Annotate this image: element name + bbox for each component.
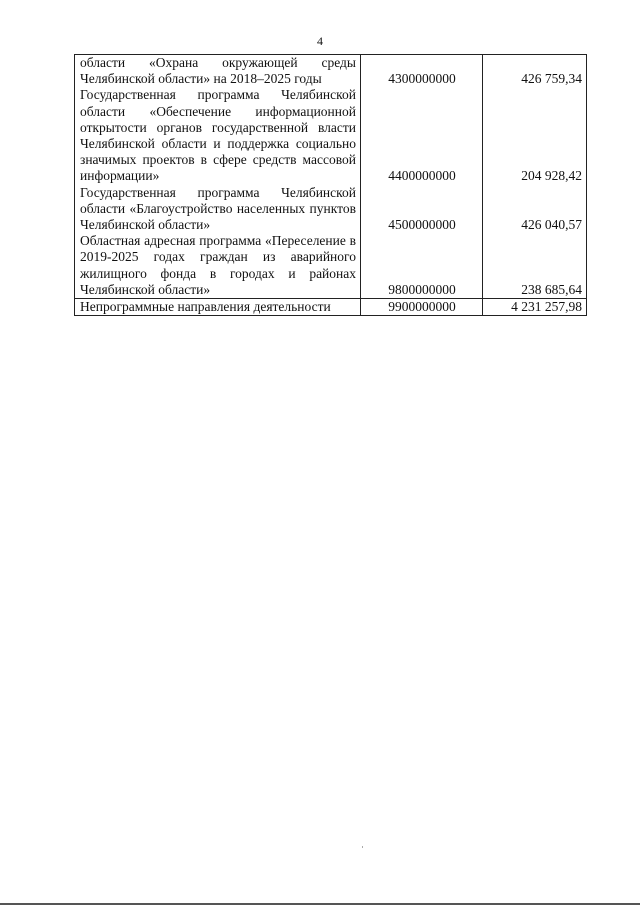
scan-speck [362, 846, 363, 848]
target-code-cell: 4300000000 [361, 55, 483, 88]
program-name-cell: Государственная программа Челябинской области «Обеспечение информационной открытости органов государственной власти Челябинской области и поддержка социально значимых проектов в сфере средств массовой информации» [75, 87, 361, 184]
target-code-cell: 4400000000 [361, 87, 483, 184]
program-name-cell: Непрограммные направления деятельности [75, 299, 361, 316]
program-name-cell: области «Охрана окружающей среды Челябинской области» на 2018–2025 годы [75, 55, 361, 88]
amount-cell: 426 040,57 [483, 185, 587, 234]
page-number: 4 [317, 34, 323, 48]
table-row [75, 299, 587, 316]
target-code-cell: 9900000000 [361, 299, 483, 316]
table-row [75, 233, 587, 298]
amount-cell: 204 928,42 [483, 87, 587, 184]
table-row [75, 185, 587, 234]
table-row [75, 87, 587, 184]
amount-cell: 426 759,34 [483, 55, 587, 88]
program-name-cell: Государственная программа Челябинской области «Благоустройство населенных пунктов Челябинской области» [75, 185, 361, 234]
table-row [75, 55, 587, 88]
amount-cell: 238 685,64 [483, 233, 587, 298]
target-code-cell: 9800000000 [361, 233, 483, 298]
budget-table [74, 54, 587, 316]
target-code-cell: 4500000000 [361, 185, 483, 234]
amount-cell: 4 231 257,98 [483, 299, 587, 316]
program-name-cell: Областная адресная программа «Переселение в 2019-2025 годах граждан из аварийного жилищного фонда в городах и районах Челябинской области» [75, 233, 361, 298]
